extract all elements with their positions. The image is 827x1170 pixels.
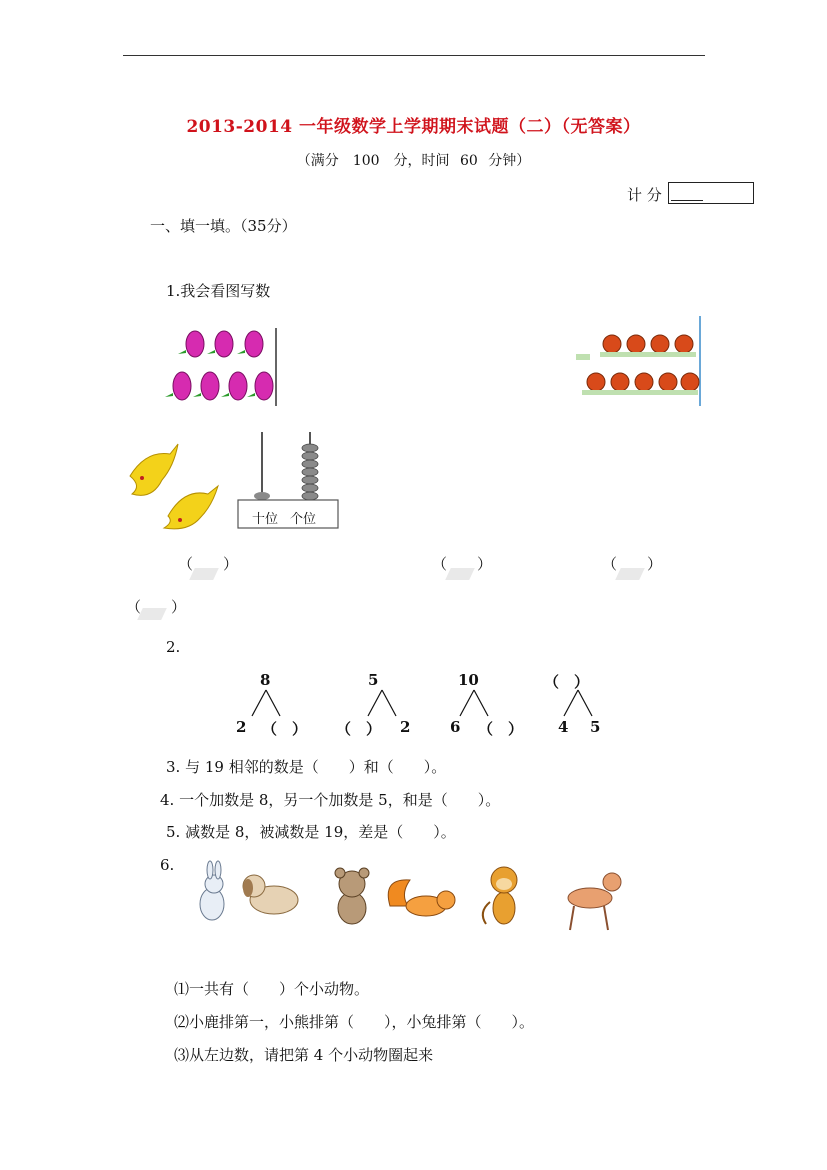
rabbit-icon — [200, 861, 224, 920]
birds-image — [122, 440, 222, 532]
abacus-image — [232, 428, 342, 532]
section-heading: 一、填一填。（35分） — [150, 217, 297, 235]
question-6-label: 6. — [160, 856, 175, 874]
animals-image — [182, 862, 628, 934]
page-subtitle: （满分 100 分，时间 60 分钟） — [296, 153, 531, 169]
flower-row-bottom — [165, 372, 273, 400]
answer-blank-abacus[interactable]: （ ） — [432, 555, 493, 573]
squirrel-icon — [388, 880, 455, 916]
page-title: 2013-2014 一年级数学上学期期末试题（二）（无答案） — [186, 117, 641, 137]
dog-icon — [243, 875, 298, 914]
monkey-icon — [483, 867, 517, 924]
question-2-label: 2. — [166, 638, 181, 656]
question-4: 4. 一个加数是 8，另一个加数是 5，和是（ ）。 — [160, 791, 501, 809]
flowers-image — [160, 324, 280, 408]
bear-icon — [335, 868, 369, 924]
score-input-box[interactable] — [668, 182, 754, 204]
abacus-tens-label: 十位 — [252, 512, 279, 527]
question-3: 3. 与 19 相邻的数是（ ）和（ ）。 — [166, 758, 447, 776]
flower-row-top — [178, 331, 263, 357]
question-6-1: ⑴一共有（ ）个小动物。 — [174, 980, 370, 998]
question-6-3: ⑶从左边数，请把第 4 个小动物圈起来 — [174, 1046, 434, 1064]
abacus-ones-label: 个位 — [290, 512, 317, 527]
question-5: 5. 减数是 8，被减数是 19，差是（ ）。 — [166, 823, 456, 841]
question-6-2: ⑵小鹿排第一，小熊排第（ ），小兔排第（ ）。 — [174, 1013, 535, 1031]
score-label: 计 分 — [627, 186, 662, 204]
answer-blank-snails[interactable]: （ ） — [602, 555, 663, 573]
deer-icon — [568, 873, 621, 930]
header-rule — [123, 55, 705, 56]
answer-blank-flowers[interactable]: （ ） — [178, 555, 239, 573]
snails-image — [574, 316, 704, 408]
answer-blank-birds[interactable]: （ ） — [126, 598, 187, 616]
question-1-label: 1.我会看图写数 — [166, 282, 271, 300]
